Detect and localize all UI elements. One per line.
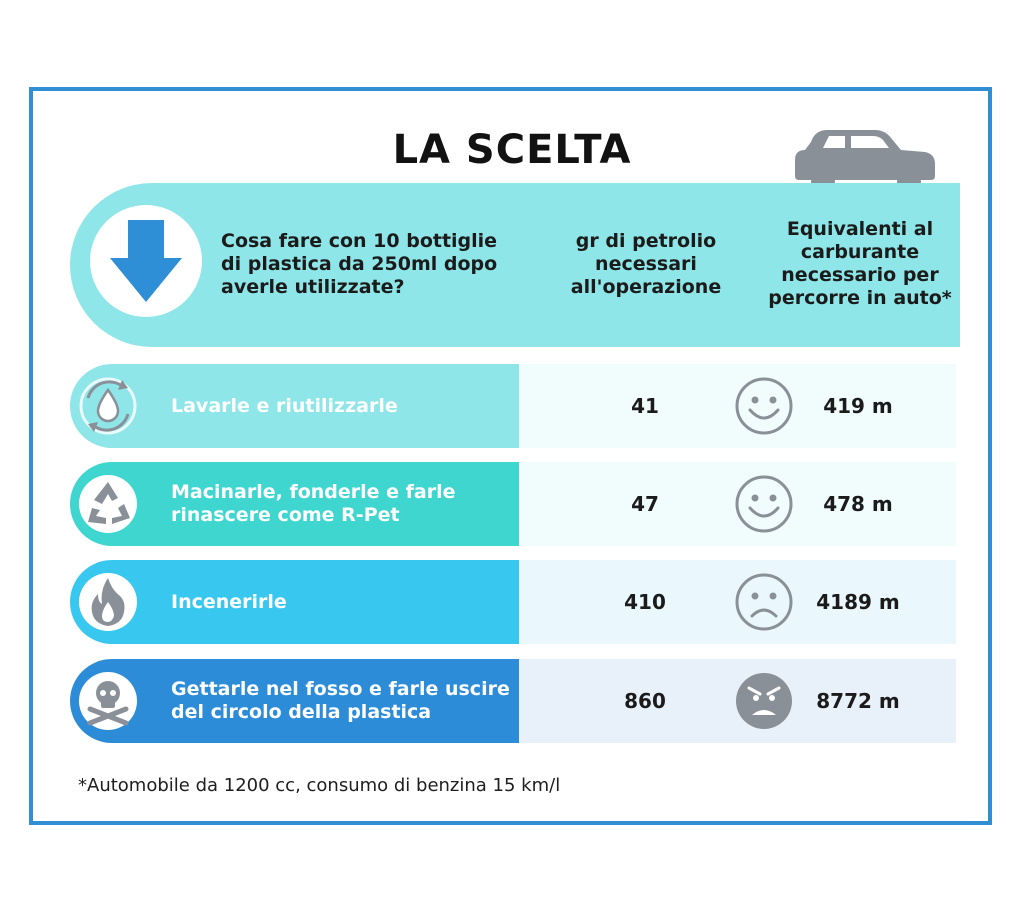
happy-face-icon (734, 474, 794, 534)
row-oil-grams: 410 (624, 590, 666, 614)
row-label: Gettarle nel fosso e farle uscire del circolo della plastica (171, 678, 510, 723)
header-question: Cosa fare con 10 bottiglie di plastica da 250ml dopo averle utilizzate? (221, 230, 498, 298)
table-row (70, 659, 956, 743)
row-label: Incenerirle (171, 590, 287, 613)
water-drop-cycle-icon (78, 376, 138, 436)
table-row (70, 560, 956, 644)
row-oil-grams: 860 (624, 689, 666, 713)
arrow-badge (90, 205, 202, 317)
skull-crossbones-icon (78, 671, 138, 731)
footnote: *Automobile da 1200 cc, consumo di benzina 15 km/l (78, 775, 561, 796)
row-oil-grams: 47 (631, 492, 659, 516)
arrow-down-icon (106, 220, 186, 304)
page-title: LA SCELTA (392, 127, 632, 173)
row-oil-grams: 41 (631, 394, 659, 418)
row-distance: 8772 m (816, 689, 900, 713)
recycle-icon (78, 474, 138, 534)
row-label: Macinarle, fonderle e farle rinascere come R-Pet (171, 481, 456, 526)
row-distance: 419 m (823, 394, 893, 418)
table-row (70, 462, 956, 546)
table-row (70, 364, 956, 448)
row-distance: 478 m (823, 492, 893, 516)
sad-face-icon (734, 572, 794, 632)
header-fuel-distance: Equivalenti al carburante necessario per percorre in auto* (768, 218, 952, 309)
happy-face-icon (734, 376, 794, 436)
fire-icon (78, 572, 138, 632)
angry-face-icon (734, 671, 794, 731)
header-oil-grams: gr di petrolio necessari all'operazione (570, 230, 722, 298)
row-label: Lavarle e riutilizzarle (171, 394, 398, 417)
row-distance: 4189 m (816, 590, 900, 614)
